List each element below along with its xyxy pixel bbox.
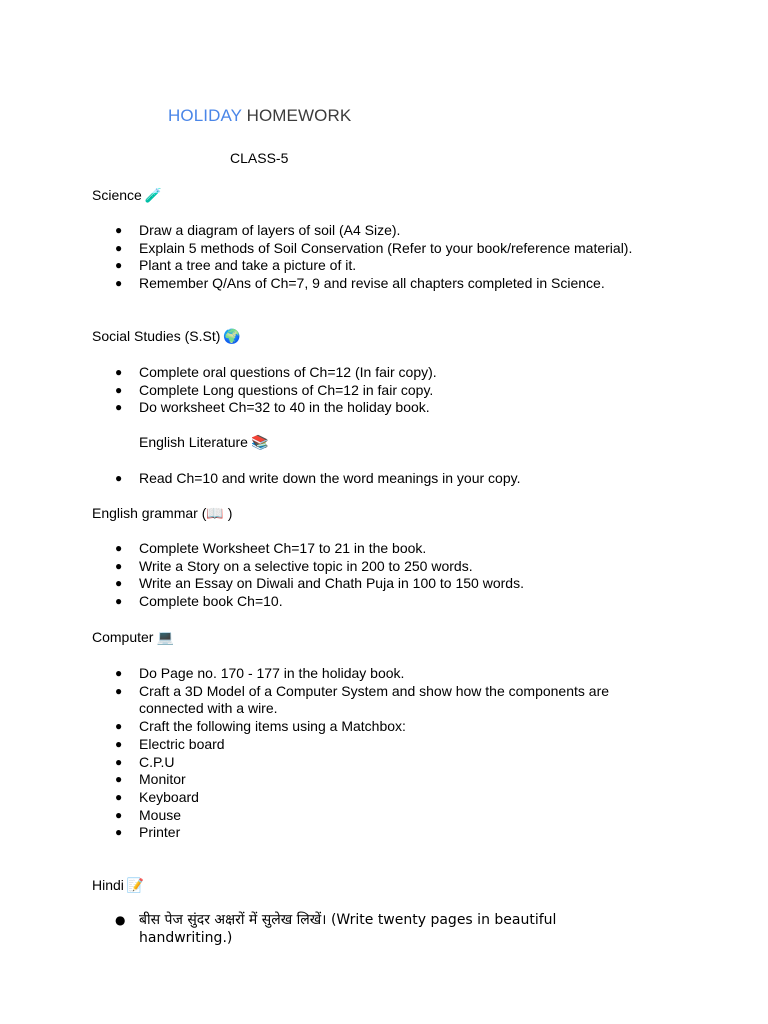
english-grammar-heading-suffix: )	[223, 505, 233, 521]
bullet-icon: ●	[115, 258, 123, 273]
bullet-icon: ●	[115, 772, 123, 787]
bullet-icon: ●	[115, 825, 123, 840]
list-item: ● Craft the following items using a Matchbox:	[115, 718, 406, 735]
bullet-icon: ●	[115, 594, 123, 609]
bullet-icon: ●	[115, 719, 123, 734]
computer-heading	[92, 629, 174, 646]
hindi-heading-text: Hindi	[92, 877, 124, 893]
list-item: ● Read Ch=10 and write down the word meanings in your copy.	[115, 470, 521, 486]
bullet-icon: ●	[115, 666, 123, 680]
hindi-list	[0, 912, 639, 947]
page-title	[168, 106, 351, 126]
english-grammar-heading-prefix: English grammar (	[92, 505, 207, 521]
bullet-icon: ●	[115, 754, 123, 769]
list-item: ● Explain 5 methods of Soil Conservation (Refer to your book/reference material).	[115, 239, 633, 256]
english-grammar-list	[0, 540, 639, 611]
list-item: ● Printer	[115, 824, 181, 841]
bullet-icon: ●	[115, 683, 123, 698]
list-item: ● Do Page no. 170 - 177 in the holiday book.	[115, 665, 405, 681]
bullet-icon: ●	[115, 276, 123, 291]
list-item: ● Complete book Ch=10.	[115, 593, 283, 610]
list-item: ● Craft a 3D Model of a Computer System and show how the components are connected with a wire.	[115, 682, 610, 717]
social-studies-list	[0, 364, 639, 417]
laptop-icon: 💻	[156, 630, 174, 646]
science-list	[0, 222, 639, 293]
list-item: ● बीस पेज सुंदर अक्षरों में सुलेख लिखें। (Write twenty pages in beautiful handwriting.)	[115, 912, 557, 946]
computer-heading-text: Computer	[92, 629, 154, 645]
science-heading-text: Science	[92, 187, 142, 203]
list-item: ● Monitor	[115, 771, 186, 788]
bullet-icon: ●	[115, 223, 123, 237]
computer-list	[0, 665, 639, 842]
english-literature-heading-text: English Literature	[139, 434, 248, 450]
title-word-homework: HOMEWORK	[246, 106, 352, 125]
list-item: ● Write an Essay on Diwali and Chath Puja in 100 to 150 words.	[115, 575, 524, 592]
science-heading	[92, 187, 162, 204]
bullet-icon: ●	[115, 576, 123, 591]
english-grammar-heading	[92, 505, 232, 522]
bullet-icon: ●	[115, 541, 123, 555]
list-item: ● Plant a tree and take a picture of it.	[115, 257, 357, 274]
memo-icon: 📝	[126, 878, 145, 894]
list-item: ● Complete oral questions of Ch=12 (In fair copy).	[115, 364, 437, 380]
bullet-icon: ●	[115, 365, 123, 379]
bullet-icon: ●	[115, 471, 123, 485]
list-item: ● Remember Q/Ans of Ch=7, 9 and revise all chapters completed in Science.	[115, 275, 605, 292]
list-item: ● Draw a diagram of layers of soil (A4 Size).	[115, 222, 401, 238]
bullet-icon: ●	[115, 382, 123, 397]
hindi-heading	[92, 877, 144, 894]
class-label: CLASS-5	[230, 150, 289, 166]
bullet-icon: ●	[115, 807, 123, 822]
books-icon: 📚	[250, 435, 269, 451]
social-studies-heading	[92, 328, 241, 345]
bullet-icon: ●	[115, 789, 123, 804]
bullet-icon: ●	[115, 913, 126, 927]
english-literature-list	[0, 470, 639, 488]
open-book-icon: 📖	[206, 506, 224, 522]
english-literature-heading	[139, 434, 268, 451]
list-item: ● Keyboard	[115, 788, 199, 805]
list-item: ● Write a Story on a selective topic in 200 to 250 words.	[115, 557, 473, 574]
list-item: ● Electric board	[115, 735, 225, 752]
list-item: ● C.P.U	[115, 753, 175, 770]
list-item: ● Complete Long questions of Ch=12 in fair copy.	[115, 381, 434, 398]
social-studies-heading-text: Social Studies (S.St)	[92, 328, 221, 344]
bullet-icon: ●	[115, 400, 123, 415]
list-item: ● Do worksheet Ch=32 to 40 in the holiday book.	[115, 399, 430, 416]
test-tube-icon: 🧪	[144, 188, 163, 204]
bullet-icon: ●	[115, 240, 123, 255]
bullet-icon: ●	[115, 558, 123, 573]
bullet-icon: ●	[115, 736, 123, 751]
globe-icon: 🌍	[223, 329, 241, 345]
list-item: ● Mouse	[115, 806, 182, 823]
list-item: ● Complete Worksheet Ch=17 to 21 in the book.	[115, 540, 427, 556]
title-word-holiday: HOLIDAY	[168, 106, 242, 125]
